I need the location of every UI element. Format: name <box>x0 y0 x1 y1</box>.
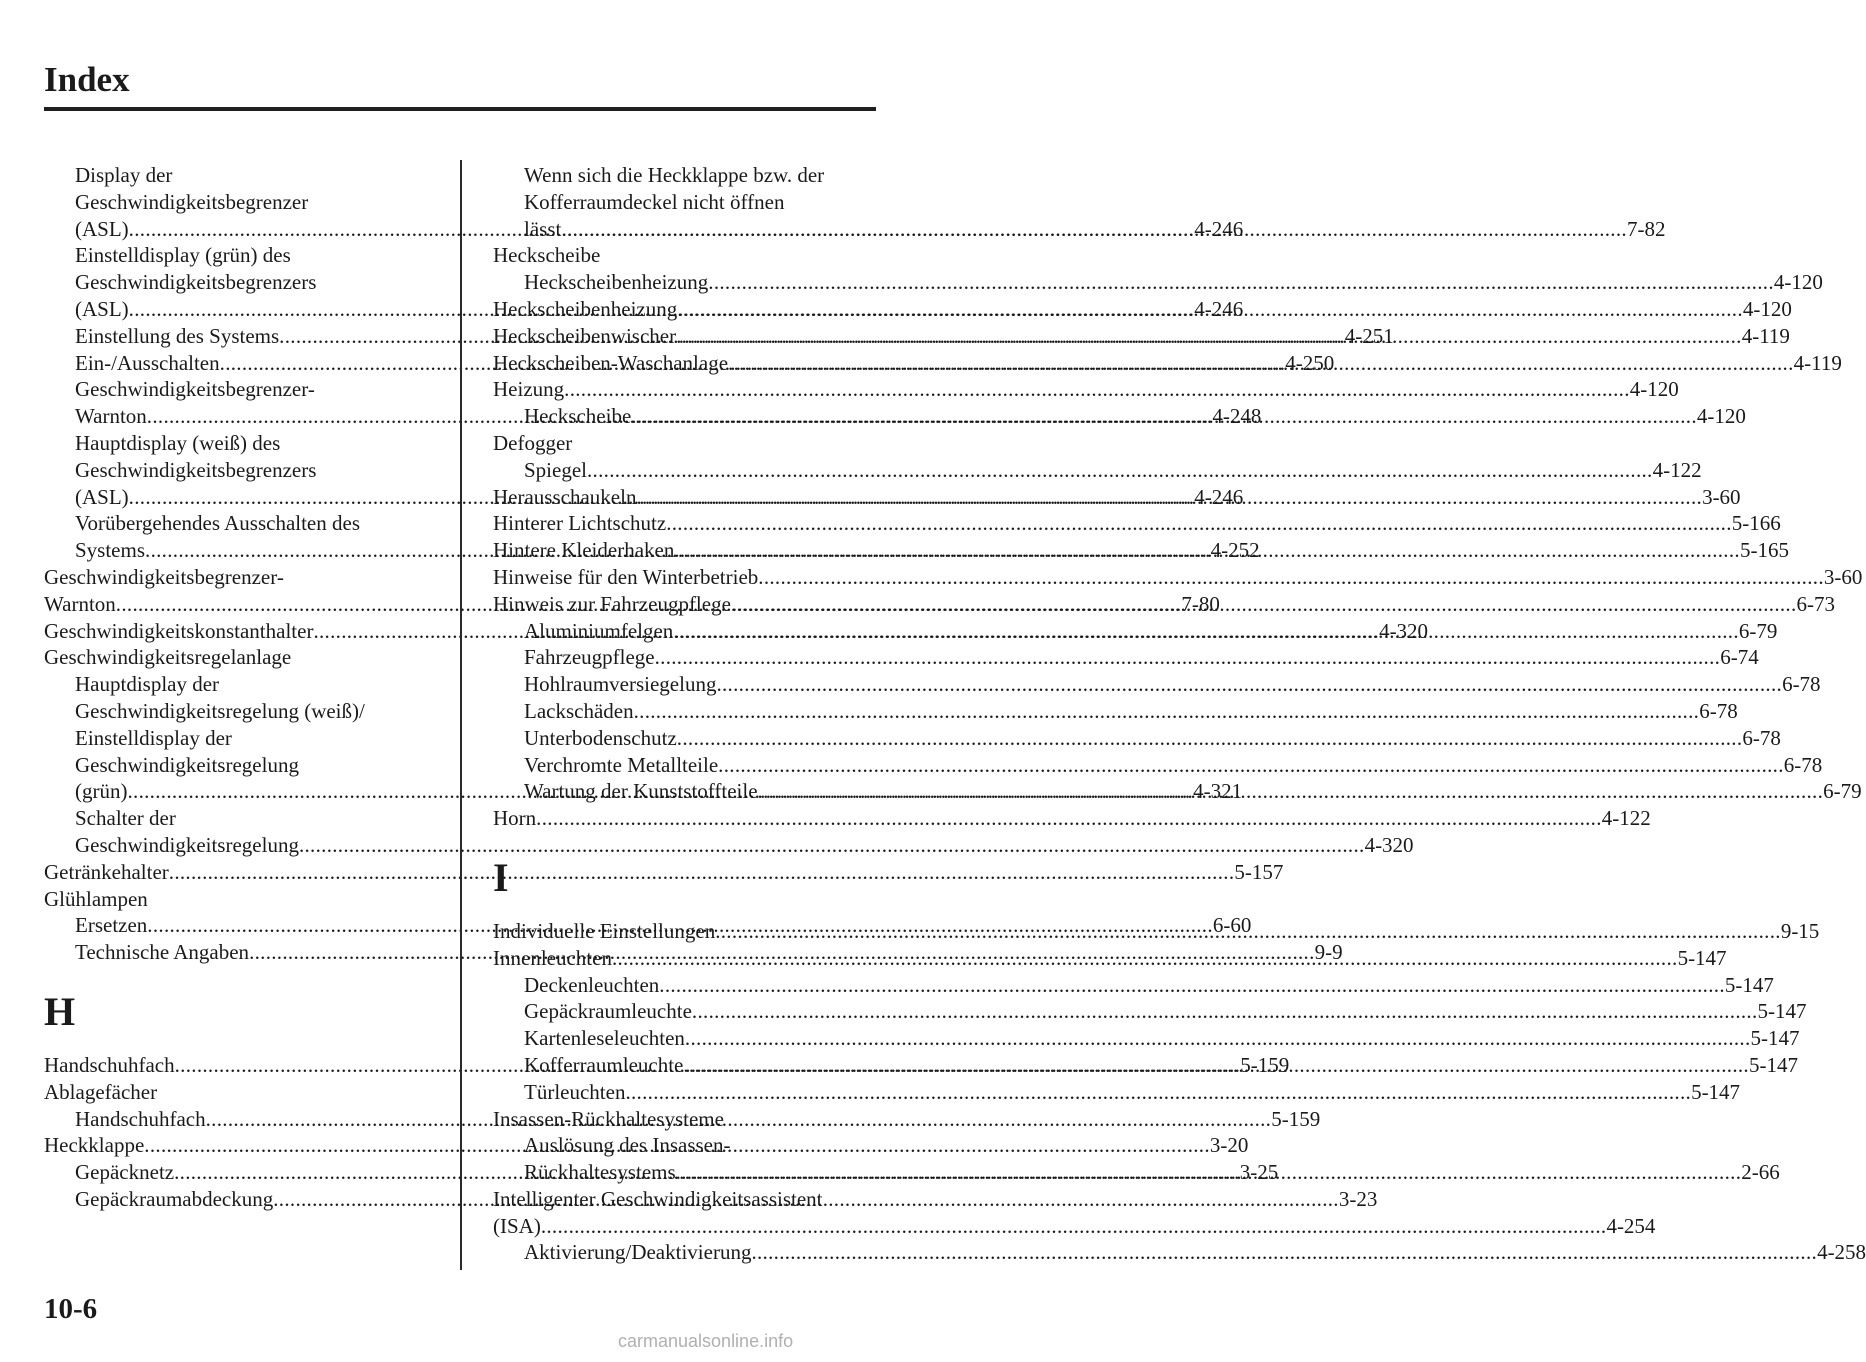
index-entry <box>493 430 876 457</box>
page-reference: 4-246 <box>1194 216 1244 241</box>
page-reference: 6-78 <box>1782 672 1821 697</box>
index-subentry <box>493 998 1807 1025</box>
page-reference: 4-120 <box>1696 404 1746 429</box>
entry-text: Warnton <box>75 404 147 429</box>
index-subentry <box>493 1079 1741 1106</box>
entry-text: (ASL) <box>75 216 129 241</box>
index-entry <box>44 1079 432 1106</box>
entry-text: Fahrzeugpflege <box>524 645 655 670</box>
entry-text: Geschwindigkeitsbegrenzer <box>75 189 309 214</box>
entry-text: Einstelldisplay (grün) des <box>75 243 291 268</box>
index-subentry <box>44 671 432 698</box>
page-reference: 5-159 <box>1240 1052 1290 1077</box>
entry-text: Geschwindigkeitsregelung (weiß)/ <box>75 698 365 723</box>
index-entry <box>44 564 432 591</box>
entry-text: Innenleuchten <box>493 945 612 970</box>
index-subentry <box>44 242 432 269</box>
page-title: Index <box>44 60 130 99</box>
page-reference: 4-321 <box>1193 779 1243 804</box>
entry-text: Insassen-Rückhaltesysteme <box>493 1106 724 1131</box>
dot-leader <box>636 484 1702 511</box>
page-reference: 3-60 <box>1702 484 1741 509</box>
dot-leader <box>677 725 1743 752</box>
page-reference: 4-119 <box>1741 323 1790 348</box>
dot-leader <box>564 376 1630 403</box>
index-entry <box>493 564 1863 591</box>
index-entry <box>493 510 1781 537</box>
entry-text: Ablagefächer <box>44 1079 158 1104</box>
index-subentry <box>493 189 876 216</box>
entry-text: Kartenleseleuchten <box>524 1026 685 1051</box>
entry-text: Heckscheibenheizung <box>524 270 709 295</box>
index-subentry <box>44 832 1414 859</box>
index-subentry <box>493 1132 876 1159</box>
dot-leader <box>631 403 1697 430</box>
page-reference: 5-159 <box>1271 1106 1321 1131</box>
entry-text: Gepäcknetz <box>75 1160 175 1185</box>
index-subentry <box>493 698 1738 725</box>
index-subentry <box>44 698 432 725</box>
entry-text: Individuelle Einstellungen <box>493 918 716 943</box>
page-reference: 4-320 <box>1364 832 1414 857</box>
entry-text: (ASL) <box>75 296 129 321</box>
entry-text: Kofferraumdeckel nicht öffnen <box>524 189 785 214</box>
index-entry <box>493 1106 876 1133</box>
entry-text: Geschwindigkeitsbegrenzers <box>75 457 317 482</box>
page-reference: 5-147 <box>1757 999 1807 1024</box>
index-subentry <box>44 510 432 537</box>
entry-text: Geschwindigkeitsbegrenzer- <box>75 377 315 402</box>
dot-leader <box>612 945 1678 972</box>
dot-leader <box>541 1213 1607 1240</box>
index-letter-heading: H <box>44 988 76 1034</box>
page-reference: 5-147 <box>1677 945 1727 970</box>
entry-text: Geschwindigkeitsregelung <box>75 752 299 777</box>
page-reference: 4-246 <box>1194 484 1244 509</box>
dot-leader <box>708 269 1774 296</box>
entry-text: Display der <box>75 163 173 187</box>
index-entry <box>44 886 432 913</box>
entry-text: Intelligenter Geschwindigkeitsassistent <box>493 1186 823 1211</box>
index-subentry <box>44 430 432 457</box>
index-entry <box>493 376 1679 403</box>
index-entry <box>493 242 876 269</box>
entry-text: (ISA) <box>493 1213 541 1238</box>
header-rule <box>44 107 876 111</box>
entry-text: Schalter der <box>75 806 176 831</box>
page-reference: 4-254 <box>1606 1213 1656 1238</box>
entry-text: Vorübergehendes Ausschalten des <box>75 511 360 536</box>
index-subentry <box>493 162 876 189</box>
index-subentry <box>44 752 432 779</box>
column-divider <box>460 160 462 1270</box>
page-reference: 3-25 <box>1239 1160 1279 1185</box>
page-reference: 4-258 <box>1817 1240 1866 1265</box>
index-subentry <box>493 1239 1866 1266</box>
page-reference: 4-246 <box>1194 296 1244 321</box>
page-reference: 4-122 <box>1652 457 1702 482</box>
page-reference: 4-251 <box>1344 323 1394 348</box>
page-reference: 6-78 <box>1742 725 1781 750</box>
index-subentry <box>493 457 1702 484</box>
entry-text: Ein-/Ausschalten <box>75 350 220 375</box>
page-reference: 4-119 <box>1793 350 1842 375</box>
dot-leader <box>677 296 1743 323</box>
index-subentry <box>44 376 432 403</box>
page-reference: 6-78 <box>1783 752 1823 777</box>
page-reference: 9-15 <box>1780 918 1820 943</box>
index-subentry <box>44 725 432 752</box>
index-entry <box>493 1186 876 1213</box>
entry-text: Horn <box>493 806 537 831</box>
entry-text: Defogger <box>493 430 573 455</box>
entry-text: Heizung <box>493 377 565 402</box>
dot-leader <box>751 1239 1817 1266</box>
entry-text: Systems <box>75 538 146 563</box>
entry-text: Ersetzen <box>75 913 148 938</box>
dot-leader <box>716 671 1782 698</box>
entry-text: Auslösung des Insassen- <box>524 1133 731 1158</box>
dot-leader <box>731 591 1797 618</box>
page-reference: 5-147 <box>1750 1026 1800 1051</box>
page-reference: 5-157 <box>1234 859 1284 884</box>
index-subentry <box>493 725 1781 752</box>
index-subentry <box>44 162 432 189</box>
dot-leader <box>758 564 1824 591</box>
index-entry <box>44 859 1284 886</box>
index-subentry <box>44 269 432 296</box>
entry-text: Heckscheiben-Waschanlage <box>493 350 729 375</box>
page-reference: 5-165 <box>1739 538 1789 563</box>
entry-text: Gepäckraumleuchte <box>524 999 692 1024</box>
page-reference: 4-250 <box>1285 350 1335 375</box>
entry-text: Handschuhfach <box>75 1106 206 1131</box>
entry-text: Hinweis zur Fahrzeugpflege <box>493 591 731 616</box>
page-reference: 4-120 <box>1773 270 1823 295</box>
dot-leader <box>685 1025 1751 1052</box>
page-reference: 3-23 <box>1338 1186 1378 1211</box>
entry-text: Warnton <box>44 591 116 616</box>
dot-leader <box>758 778 1824 805</box>
dot-leader <box>683 1052 1749 1079</box>
entry-text: Geschwindigkeitsregelung <box>75 832 299 857</box>
page-reference: 5-166 <box>1731 511 1781 536</box>
dot-leader <box>715 918 1781 945</box>
entry-text: Heckscheibe <box>493 243 601 268</box>
index-subentry <box>493 752 1823 779</box>
page-reference: 9-9 <box>1314 940 1343 965</box>
entry-text: Einstellung des Systems <box>75 323 280 348</box>
entry-text: Gepäckraumabdeckung <box>75 1186 274 1211</box>
entry-text: lässt <box>524 216 562 241</box>
index-subentry <box>44 189 432 216</box>
index-entry <box>493 1213 1656 1240</box>
dot-leader <box>718 752 1784 779</box>
dot-leader <box>728 350 1794 377</box>
entry-text: Wartung der Kunststoffteile <box>524 779 758 804</box>
entry-text: Lackschäden <box>524 698 634 723</box>
index-subentry <box>493 671 1821 698</box>
entry-text: Hohlraumversiegelung <box>524 672 717 697</box>
page-reference: 7-82 <box>1626 216 1666 241</box>
page-reference: 6-74 <box>1720 645 1759 670</box>
dot-leader <box>634 698 1700 725</box>
page-reference: 5-147 <box>1748 1052 1798 1077</box>
entry-text: Unterbodenschutz <box>524 725 677 750</box>
entry-text: Hauptdisplay der <box>75 672 220 697</box>
page-reference: 5-147 <box>1691 1079 1741 1104</box>
page-reference: 5-147 <box>1724 972 1774 997</box>
index-subentry <box>44 457 432 484</box>
entry-text: Technische Angaben <box>75 940 250 965</box>
page-reference: 3-20 <box>1209 1133 1249 1158</box>
page-reference: 7-80 <box>1181 591 1220 616</box>
entry-text: Handschuhfach <box>44 1052 175 1077</box>
entry-text: Spiegel <box>524 457 587 482</box>
dot-leader <box>536 805 1602 832</box>
page-reference: 6-79 <box>1738 618 1778 643</box>
entry-text: Herausschaukeln <box>493 484 637 509</box>
dot-leader <box>655 644 1721 671</box>
entry-text: Geschwindigkeitsbegrenzers <box>75 270 317 295</box>
entry-text: Türleuchten <box>524 1079 626 1104</box>
entry-text: Geschwindigkeitsbegrenzer- <box>44 564 284 589</box>
entry-text: Glühlampen <box>44 886 148 911</box>
entry-text: Heckscheibe <box>524 404 632 429</box>
entry-text: Getränkehalter <box>44 859 169 884</box>
page-reference: 4-252 <box>1210 538 1260 563</box>
index-subentry <box>493 644 1759 671</box>
entry-text: Rückhaltesystems <box>524 1160 676 1185</box>
dot-leader <box>673 618 1739 645</box>
index-entry <box>493 805 1651 832</box>
entry-text: Heckklappe <box>44 1133 145 1158</box>
entry-text: Hinterer Lichtschutz <box>493 511 667 536</box>
entry-text: Hauptdisplay (weiß) des <box>75 430 281 455</box>
page-reference: 4-320 <box>1379 618 1429 643</box>
index-subentry <box>493 1025 1800 1052</box>
entry-text: Geschwindigkeitsregelanlage <box>44 645 292 670</box>
page-reference: 4-122 <box>1601 806 1651 831</box>
index-letter-heading: I <box>493 854 509 900</box>
dot-leader <box>561 216 1627 243</box>
index-entry <box>44 644 432 671</box>
dot-leader <box>625 1079 1691 1106</box>
page-reference: 6-79 <box>1823 779 1862 804</box>
index-subentry <box>493 972 1774 999</box>
index-subentry <box>493 269 1823 296</box>
page-reference: 6-60 <box>1212 913 1252 938</box>
page-reference: 4-120 <box>1629 377 1679 402</box>
page-reference: 6-78 <box>1699 698 1738 723</box>
dot-leader <box>659 972 1725 999</box>
dot-leader <box>676 1159 1742 1186</box>
entry-text: Hinweise für den Winterbetrieb <box>493 564 759 589</box>
entry-text: (ASL) <box>75 484 129 509</box>
entry-text: Hintere Kleiderhaken <box>493 538 675 563</box>
entry-text: Aluminiumfelgen <box>524 618 674 643</box>
entry-text: Einstelldisplay der <box>75 725 232 750</box>
page-reference: 4-120 <box>1742 296 1792 321</box>
entry-text: Deckenleuchten <box>524 972 660 997</box>
entry-text: Heckscheibenwischer <box>493 323 677 348</box>
watermark: carmanualsonline.info <box>618 1331 794 1351</box>
page-reference: 2-66 <box>1741 1160 1780 1185</box>
dot-leader <box>674 537 1740 564</box>
page-number: 10-6 <box>44 1293 98 1325</box>
entry-text: Heckscheibenheizung <box>493 296 678 321</box>
dot-leader <box>676 323 1742 350</box>
dot-leader <box>666 510 1732 537</box>
entry-text: Kofferraumleuchte <box>524 1052 684 1077</box>
entry-text: Aktivierung/Deaktivierung <box>524 1240 752 1265</box>
page-reference: 3-60 <box>1823 564 1863 589</box>
entry-text: Verchromte Metallteile <box>524 752 719 777</box>
entry-text: (grün) <box>75 779 128 804</box>
dot-leader <box>587 457 1653 484</box>
dot-leader <box>692 998 1758 1025</box>
entry-text: Geschwindigkeitskonstanthalter <box>44 618 314 643</box>
page-reference: 6-73 <box>1796 591 1836 616</box>
index-subentry <box>44 805 432 832</box>
page-reference: 4-248 <box>1212 404 1262 429</box>
entry-text: Wenn sich die Heckklappe bzw. der <box>524 163 825 187</box>
